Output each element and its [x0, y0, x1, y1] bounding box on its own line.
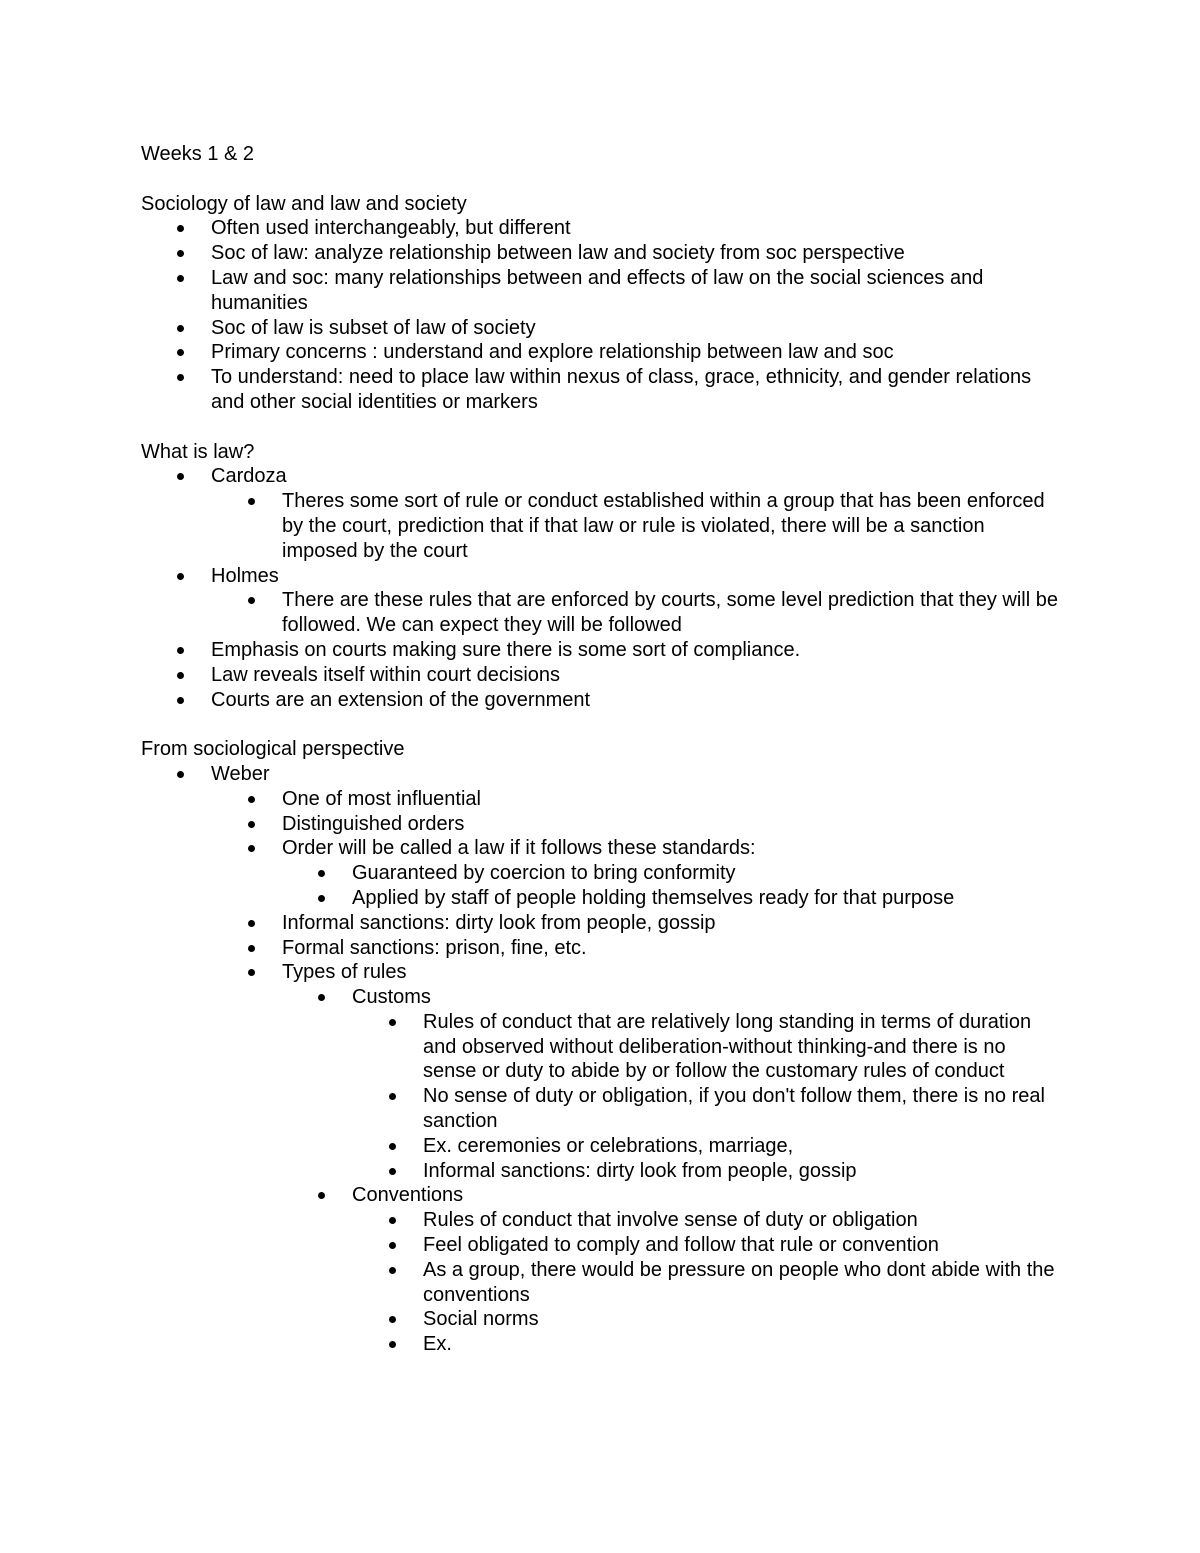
spacer: [141, 415, 1061, 440]
section-heading: From sociological perspective: [141, 738, 405, 761]
list-item: Distinguished orders: [141, 812, 1061, 837]
list-item: Customs: [141, 985, 1061, 1010]
list-item: Guaranteed by coercion to bring conformity: [141, 861, 1061, 886]
list-item: Types of rules: [141, 960, 1061, 985]
list-item: Holmes: [141, 564, 1061, 589]
list-item: To understand: need to place law within nexus of class, grace, ethnicity, and gender relations and other social identities or markers: [141, 365, 1061, 415]
list-item: Law reveals itself within court decisions: [141, 663, 1061, 688]
list-item: Weber: [141, 762, 1061, 787]
bullet-list: [141, 216, 1061, 414]
list-item: Often used interchangeably, but different: [141, 216, 1061, 241]
section-heading: What is law?: [141, 440, 255, 463]
list-item: Rules of conduct that involve sense of duty or obligation: [141, 1208, 1061, 1233]
list-item: There are these rules that are enforced by courts, some level prediction that they will be followed. We can expect they will be followed: [141, 588, 1061, 638]
list-item: Courts are an extension of the government: [141, 688, 1061, 713]
list-item: Rules of conduct that are relatively long standing in terms of duration and observed without deliberation-without thinking-and there is no sense or duty to abide by or follow the customary rules of conduct: [141, 1010, 1061, 1084]
list-item: One of most influential: [141, 787, 1061, 812]
list-item: Soc of law is subset of law of society: [141, 316, 1061, 341]
document-title: Weeks 1 & 2: [141, 143, 255, 165]
list-item: Conventions: [141, 1183, 1061, 1208]
list-item: Soc of law: analyze relationship between law and society from soc perspective: [141, 241, 1061, 266]
list-item: Applied by staff of people holding themselves ready for that purpose: [141, 886, 1061, 911]
document-body: [141, 142, 1061, 1357]
list-item: Formal sanctions: prison, fine, etc.: [141, 936, 1061, 961]
list-item: No sense of duty or obligation, if you don't follow them, there is no real sanction: [141, 1084, 1061, 1134]
list-item: As a group, there would be pressure on people who dont abide with the conventions: [141, 1258, 1061, 1308]
list-item: Informal sanctions: dirty look from people, gossip: [141, 911, 1061, 936]
list-item: Ex.: [141, 1332, 1061, 1357]
list-item: Primary concerns : understand and explore relationship between law and soc: [141, 340, 1061, 365]
list-item: Emphasis on courts making sure there is some sort of compliance.: [141, 638, 1061, 663]
list-item: Ex. ceremonies or celebrations, marriage,: [141, 1134, 1061, 1159]
spacer: [141, 712, 1061, 737]
list-item: Cardoza: [141, 464, 1061, 489]
spacer: [141, 167, 1061, 192]
list-item: Informal sanctions: dirty look from people, gossip: [141, 1159, 1061, 1184]
section-heading: Sociology of law and law and society: [141, 192, 467, 215]
list-item: Social norms: [141, 1307, 1061, 1332]
list-item: Feel obligated to comply and follow that rule or convention: [141, 1233, 1061, 1258]
bullet-list: [141, 762, 1061, 1357]
list-item: Order will be called a law if it follows these standards:: [141, 836, 1061, 861]
bullet-list: [141, 464, 1061, 712]
list-item: Law and soc: many relationships between and effects of law on the social sciences and humanities: [141, 266, 1061, 316]
list-item: Theres some sort of rule or conduct established within a group that has been enforced by the court, prediction that if that law or rule is violated, there will be a sanction imposed by the court: [141, 489, 1061, 563]
